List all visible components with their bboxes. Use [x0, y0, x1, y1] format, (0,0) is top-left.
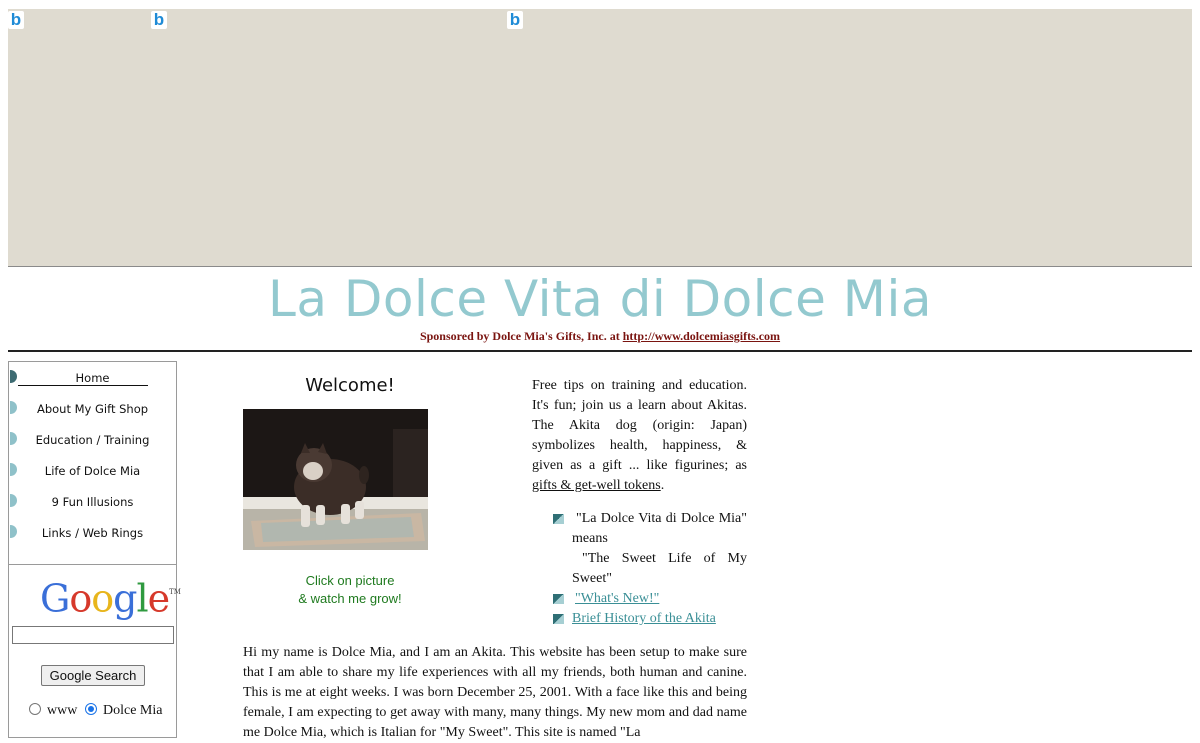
intro-paragraph — [532, 376, 747, 496]
photo-caption — [243, 572, 457, 608]
radio-site[interactable] — [85, 703, 97, 715]
site-title: La Dolce Vita di Dolce Mia — [268, 270, 932, 328]
akita-history-link[interactable]: Brief History of the Akita — [572, 611, 716, 626]
nav-item-education-training[interactable] — [9, 431, 176, 451]
nav-label: Links / Web Rings — [41, 526, 144, 540]
nav-item-about-gift-shop[interactable] — [9, 400, 176, 420]
header-divider — [8, 350, 1192, 352]
nav-item-life-of-dolce-mia[interactable] — [9, 462, 176, 482]
google-search-button[interactable]: Google Search — [41, 665, 145, 686]
nav-label: 9 Fun Illusions — [51, 495, 134, 509]
radio-www-label: www — [47, 703, 78, 718]
square-bullet-icon — [553, 514, 564, 524]
radio-www[interactable] — [29, 703, 41, 715]
trademark: TM — [169, 588, 181, 596]
nav-label: Home — [75, 371, 110, 385]
radio-site-option[interactable] — [85, 703, 162, 719]
radio-www-option[interactable] — [29, 703, 77, 719]
nav-label: Education / Training — [35, 433, 150, 447]
bullet-list — [553, 509, 747, 629]
caption-line-2: & watch me grow! — [298, 591, 402, 606]
sponsor-link[interactable]: http://www.dolcemiasgifts.com — [622, 329, 781, 343]
gifts-link[interactable]: gifts & get-well tokens — [532, 478, 661, 493]
sidebar-divider — [8, 564, 177, 565]
google-logo: Google™ — [40, 576, 181, 621]
nav-label: Life of Dolce Mia — [44, 464, 141, 478]
square-bullet-icon — [553, 594, 564, 604]
nav-label: About My Gift Shop — [36, 402, 149, 416]
nav-active-underline — [18, 385, 148, 386]
list-item-whats-new[interactable] — [553, 589, 747, 609]
list-item-history[interactable] — [553, 609, 747, 629]
ad-banner — [8, 9, 1192, 267]
whats-new-link[interactable]: "What's New!" — [575, 591, 660, 606]
nav-item-home[interactable] — [9, 369, 176, 389]
nav-item-fun-illusions[interactable] — [9, 493, 176, 513]
nav-item-links-web-rings[interactable] — [9, 524, 176, 544]
puppy-photo[interactable] — [243, 409, 428, 550]
bing-icon[interactable]: b — [507, 11, 523, 29]
meaning-line-1: "La Dolce Vita di Dolce Mia" means — [572, 511, 747, 546]
caption-line-1: Click on picture — [305, 573, 395, 588]
meaning-line-2: "The Sweet Life of My Sweet" — [572, 551, 747, 586]
body-paragraph: Hi my name is Dolce Mia, and I am an Akita. This website has been setup to make sure that I am able to share my life experiences with all my friends, both human and canine. This is me at eight weeks. I was born December 25, 2001. With a face like this and being female, I am expecting to get away with many, many things. My new mom and dad name me Dolce Mia, which is Italian for "My Sweet". This site is named "La — [243, 645, 747, 740]
google-search-input[interactable] — [12, 626, 174, 644]
list-item-meaning — [553, 509, 747, 589]
sponsor-line — [0, 329, 1200, 344]
intro-end: . — [660, 478, 665, 493]
bing-icon[interactable]: b — [8, 11, 24, 29]
bing-icon[interactable]: b — [151, 11, 167, 29]
sponsor-text: Sponsored by Dolce Mia's Gifts, Inc. at — [419, 329, 623, 343]
puppy-photo-drawing — [243, 409, 428, 550]
welcome-heading: Welcome! — [305, 375, 395, 396]
intro-text: Free tips on training and education. It's fun; join us a learn about Akitas. The Akita dog (origin: Japan) symbolizes health, happiness, & given as a gift ... like figurines; as — [532, 378, 747, 473]
square-bullet-icon — [553, 614, 564, 624]
radio-site-label: Dolce Mia — [103, 703, 163, 718]
